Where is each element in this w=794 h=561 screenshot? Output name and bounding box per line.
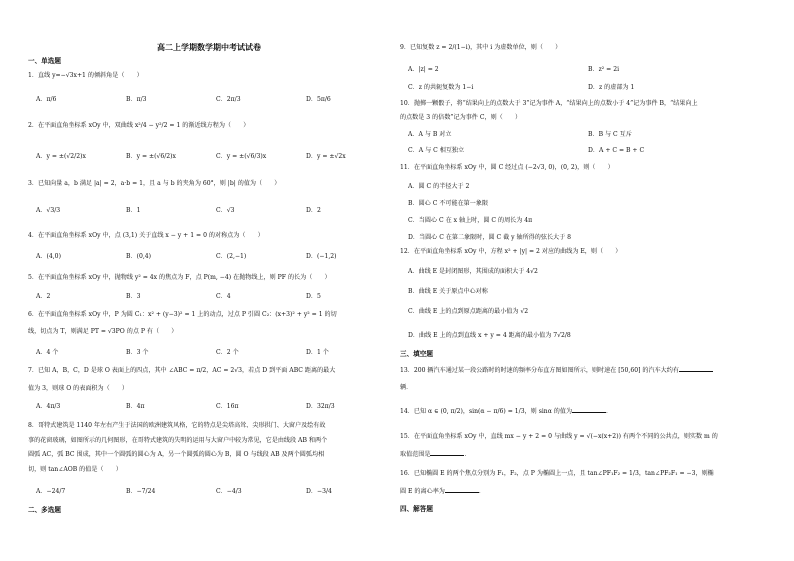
option-c: C．当圆心 C 在 x 轴上时，圆 C 的周长为 4π [408, 217, 533, 224]
question-line: 8．哥特式建筑是 1140 年左右产生于法国的欧洲建筑风格，它的特点是尖塔高耸、尖形拱门、大窗户及绘有故 [28, 422, 326, 429]
question-line: 10．抛掷一颗骰子，将“结果向上的点数大于 3”记为事件 A，“结果向上的点数小于 4”记为事件 B，“结果向上 [400, 100, 698, 107]
answer-blank [430, 450, 464, 456]
question-stem: 3．已知向量 a，b 满足 |a| = 2，a·b = 1，且 a 与 b 的夹角为 60°，则 |b| 的值为（ ） [28, 180, 281, 187]
question-11-options [408, 183, 571, 251]
answer-blank [679, 366, 713, 372]
question-8 [28, 422, 390, 473]
question-3 [28, 180, 390, 188]
question-7 [28, 367, 390, 392]
question-5-options [36, 293, 398, 302]
option-d: D．2 [306, 207, 321, 214]
question-9-options-row1 [408, 66, 778, 75]
option-d: D．1 个 [306, 349, 329, 356]
question-4 [28, 232, 390, 240]
question-7-options [36, 403, 398, 412]
option-d: D．A + C = B + C [588, 147, 645, 154]
answer-blank [445, 487, 479, 493]
question-line: 16．已知椭圆 E 的两个焦点分别为 F₁，F₂，点 P 为椭圆上一点，且 tan∠PF₁F₂ = 1/3，tan∠PF₂F₁ = −3，则椭 [400, 470, 714, 477]
question-line: 值为 3，则球 O 的表面积为（ ） [28, 384, 128, 392]
question-2 [28, 122, 390, 130]
question-stem: 1．直线 y=−√3x+1 的倾斜角是（ ） [28, 72, 143, 79]
option-c: C．16π [216, 403, 239, 410]
question-stem: 4．在平面直角坐标系 xOy 中，点 (3,1) 关于直线 x − y + 1 = 0 的对称点为（ ） [28, 232, 264, 239]
question-stem: 9．已知复数 z = 2/(1−i)，其中 i 为虚数单位，则（ ） [400, 44, 562, 51]
question-line: 的点数是 3 的倍数”记为事件 C，则（ ） [400, 113, 522, 121]
option-c: C．−4/3 [216, 488, 242, 495]
question-line: 14．已知 α ∈ (0, π/2)，sin(α − π/6) = 1/3，则 sinα 的值为 ． [400, 408, 613, 415]
option-d: D．−3/4 [306, 488, 332, 495]
question-text: 圆 E 的离心率为 [400, 487, 445, 495]
question-9 [400, 44, 770, 52]
option-c: C．4 [216, 293, 231, 300]
option-b: B．4π [126, 403, 145, 410]
option-b: B．−7/24 [126, 488, 156, 495]
question-stem: 2．在平面直角坐标系 xOy 中，双曲线 x²/4 − y²/2 = 1 的渐近线方程为（ ） [28, 122, 250, 129]
option-a: A．4 个 [36, 349, 59, 356]
question-12-options [408, 268, 571, 349]
question-10-options-row2 [408, 147, 778, 156]
question-12 [400, 248, 770, 256]
question-line [400, 366, 770, 375]
question-1-options [36, 96, 398, 105]
question-line: 取值范围是 ． [400, 450, 471, 458]
question-9-options-row2 [408, 84, 778, 93]
option-d: D．z 的虚部为 1 [588, 84, 635, 91]
question-15 [400, 433, 770, 458]
question-text: 取值范围是 [400, 450, 431, 458]
option-b: B．1 [126, 207, 141, 214]
question-6 [28, 311, 390, 335]
option-d: D．(−1,2) [306, 253, 337, 260]
option-b: B．z² = 2i [588, 66, 620, 73]
option-a: A．曲线 E 是封闭图形，其围成的面积大于 4√2 [408, 268, 538, 275]
question-13 [400, 366, 770, 391]
question-8-options [36, 488, 398, 497]
option-a: A．−24/7 [36, 488, 66, 495]
section-single-choice: 一、单选题 [28, 57, 61, 65]
option-b: B．圆心 C 不可能在第一象限 [408, 200, 489, 207]
option-c: C．√3 [216, 207, 235, 214]
option-d: D．y = ±√2x [306, 153, 346, 160]
question-16 [400, 470, 770, 495]
option-d: D．曲线 E 上的点到直线 x + y = 4 距离的最小值为 7√2/8 [408, 332, 571, 339]
option-a: A．√3/3 [36, 207, 61, 214]
question-10-options-row1 [408, 131, 778, 140]
exam-title: 高二上学期数学期中考试试卷 [157, 42, 261, 52]
question-6-options [36, 349, 398, 358]
question-3-options [36, 207, 398, 216]
option-b: B．π/3 [126, 96, 147, 103]
section-fill-in-blank: 三、填空题 [400, 350, 433, 358]
question-2-options [36, 153, 398, 162]
question-text: 13．200 辆汽车通过某一段公路时的时速的频率分布直方图如图所示，则时速在 [50,60] 的汽车大约有 [400, 367, 679, 374]
option-a: A．π/6 [36, 96, 57, 103]
option-c: C．(2,−1) [216, 253, 247, 260]
question-1 [28, 72, 390, 80]
option-a: A．y = ±(√2/2)x [36, 153, 86, 160]
option-b: B．B 与 C 互斥 [588, 131, 632, 138]
question-line: 6．在平面直角坐标系 xOy 中，P 为圆 C₁：x² + (y−3)² = 1 上的动点，过点 P 引圆 C₂：(x+3)² + y² = 1 的切 [28, 311, 337, 318]
option-c: C．2 个 [216, 349, 239, 356]
section-solutions: 四、解答题 [400, 505, 433, 513]
option-b: B．(0,4) [126, 253, 152, 260]
question-stem: 5．在平面直角坐标系 xOy 中，抛物线 y² = 4x 的焦点为 F，点 P(m, −4) 在抛物线上，则 PF 的长为（ ） [28, 274, 331, 281]
question-line: 事的花窗玻璃，如图所示的几何图形，在哥特式建筑的失明的运用与大窗户中较为常见，它是由线段 AB 和两个 [28, 436, 328, 444]
question-line: 线，切点为 T，则满足 PT = √3PO 的点 P 有（ ） [28, 327, 178, 335]
question-text: 14．已知 α ∈ (0, π/2)，sin(α − π/6) = 1/3，则 sinα 的值为 [400, 408, 573, 415]
question-line: 15．在平面直角坐标系 xOy 中，直线 mx − y + 2 = 0 与曲线 y = √(−x(x+2)) 有两个不同的公共点，则实数 m 的 [400, 433, 718, 440]
option-c: C．2π/3 [216, 96, 241, 103]
option-d: D．5π/6 [306, 96, 331, 103]
option-b: B．3 个 [126, 349, 149, 356]
option-c: C．A 与 C 相互独立 [408, 147, 465, 154]
option-a: A．4π/3 [36, 403, 61, 410]
question-line: 切，则 tan∠AOB 的值是（ ） [28, 465, 122, 473]
question-line: 7．已知 A，B，C，D 是球 O 表面上的四点，其中 ∠ABC = π/2，AC = 2√3，若点 D 到平面 ABC 距离的最大 [28, 367, 336, 374]
option-a: A．圆 C 的半径大于 2 [408, 183, 470, 190]
question-11 [400, 164, 770, 172]
option-d: D．32π/3 [306, 403, 335, 410]
question-stem: 11．在平面直角坐标系 xOy 中，圆 C 经过点 (−2√3, 0)，(0, 2)，则（ ） [400, 164, 614, 171]
option-a: A．|z| = 2 [408, 66, 439, 73]
option-c: C．y = ±(√6/3)x [216, 153, 267, 160]
option-a: A．2 [36, 293, 51, 300]
question-14 [400, 407, 770, 416]
option-d: D．当圆心 C 在第二象限时，圆 C 截 y 轴所得的弦长大于 8 [408, 234, 572, 241]
option-c: C．曲线 E 上的点到原点距离的最小值为 √2 [408, 308, 529, 315]
answer-blank [572, 407, 606, 413]
question-10 [400, 100, 770, 121]
question-line: 圆 E 的离心率为 ． [400, 487, 485, 495]
question-4-options [36, 253, 398, 262]
option-c: C．z 的共轭复数为 1−i [408, 84, 474, 91]
option-a: A．A 与 B 对立 [408, 131, 452, 138]
option-b: B．曲线 E 关于原点中心对称 [408, 288, 488, 295]
option-a: A．(4,0) [36, 253, 61, 260]
question-5 [28, 274, 390, 282]
section-multiple-choice: 二、多选题 [28, 506, 61, 514]
option-d: D．5 [306, 293, 321, 300]
option-b: B．3 [126, 293, 141, 300]
question-stem: 12．在平面直角坐标系 xOy 中，方程 x² + |y| = 2 对应的曲线为 E，则（ ） [400, 248, 622, 255]
question-line: 辆． [400, 383, 413, 391]
option-b: B．y = ±(√6/2)x [126, 153, 176, 160]
question-line: 圆弧 AC，弧 BC 围成，其中一个圆弧的圆心为 A，另一个圆弧的圆心为 B，圆 O 与线段 AB 及两个圆弧均相 [28, 451, 325, 459]
